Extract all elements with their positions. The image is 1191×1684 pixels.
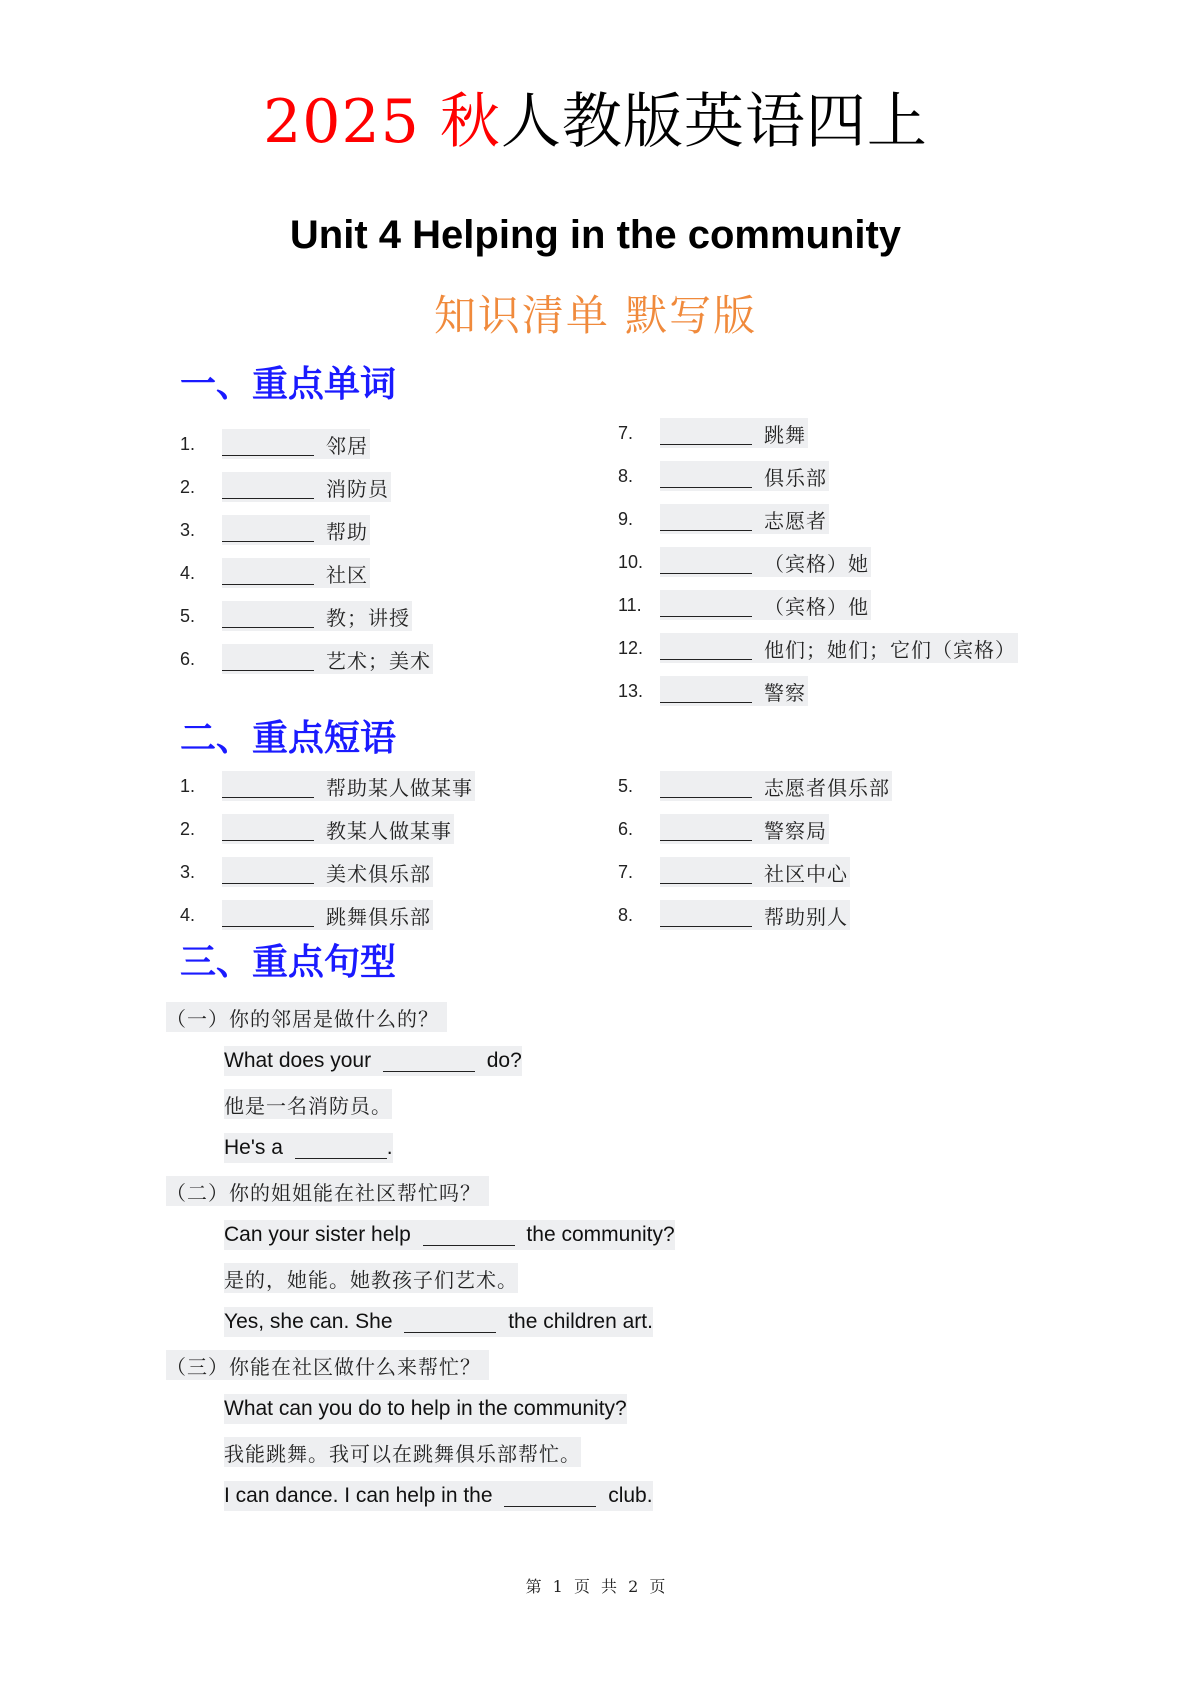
sentence-text: the community? [520, 1223, 675, 1246]
word-item [618, 673, 1018, 709]
item-meaning: （宾格）他 [764, 594, 869, 619]
answer-blank[interactable] [222, 648, 314, 671]
item-number: 13. [618, 680, 644, 701]
sentence-translation: 我能跳舞。我可以在跳舞俱乐部帮忙。 [224, 1437, 581, 1467]
item-number: 9. [618, 508, 634, 529]
sentence-text: I can dance. I can help in the [224, 1484, 499, 1507]
sentence-text: He's a [224, 1136, 289, 1159]
answer-blank[interactable] [222, 861, 314, 884]
item-meaning: 教；讲授 [326, 605, 410, 630]
item-number: 2. [180, 818, 196, 839]
item-meaning: 教某人做某事 [326, 818, 452, 843]
item-meaning: 帮助某人做某事 [326, 775, 473, 800]
sentence-text: the children art. [502, 1310, 653, 1333]
sentence-line [224, 1046, 522, 1076]
phrases-right-column [618, 768, 892, 933]
item-number: 5. [180, 605, 196, 626]
sentence-question-1: （一）你的邻居是做什么的？ [166, 1002, 447, 1032]
answer-blank[interactable] [660, 422, 752, 445]
sentence-text: Can your sister help [224, 1223, 417, 1246]
sentence-question-3: （三）你能在社区做什么来帮忙？ [166, 1350, 489, 1380]
sentence-line [224, 1481, 653, 1511]
answer-blank[interactable] [660, 861, 752, 884]
item-meaning: 邻居 [326, 433, 368, 458]
word-item [180, 555, 433, 591]
sentence-text: Yes, she can. She [224, 1310, 399, 1333]
phrase-item [180, 854, 475, 890]
phrases-left-column [180, 768, 475, 933]
title-edition: 人教版英语四上 [500, 87, 928, 157]
section-heading-words: 一、重点单词 [180, 363, 397, 405]
title-year-season: 2025 秋 [263, 87, 501, 157]
item-meaning: 帮助 [326, 519, 368, 544]
words-right-column [618, 415, 1018, 709]
sentence-text: club. [602, 1484, 653, 1507]
word-item [618, 458, 1018, 494]
item-meaning: （宾格）她 [764, 551, 869, 576]
item-number: 6. [618, 818, 634, 839]
answer-blank[interactable] [222, 519, 314, 542]
item-meaning: 警察局 [764, 818, 827, 843]
phrase-item [180, 897, 475, 933]
phrase-item [180, 768, 475, 804]
item-number: 5. [618, 775, 634, 796]
word-item [180, 469, 433, 505]
sentence-line: What can you do to help in the community? [224, 1394, 627, 1424]
word-item [618, 415, 1018, 451]
word-item [618, 501, 1018, 537]
item-meaning: 社区中心 [764, 861, 848, 886]
unit-title: Unit 4 Helping in the community [289, 213, 902, 257]
answer-blank[interactable] [222, 476, 314, 499]
sentence-translation: 他是一名消防员。 [224, 1089, 392, 1119]
answer-blank[interactable] [222, 433, 314, 456]
phrase-item [180, 811, 475, 847]
item-meaning: 俱乐部 [764, 465, 827, 490]
answer-blank[interactable] [660, 775, 752, 798]
item-meaning: 他们；她们；它们（宾格） [764, 637, 1016, 662]
section-heading-sentences: 三、重点句型 [180, 941, 397, 983]
word-item [180, 512, 433, 548]
answer-blank[interactable] [383, 1051, 475, 1072]
page-number: 第 1 页 共 2 页 [525, 1577, 666, 1596]
words-left-column [180, 426, 433, 677]
answer-blank[interactable] [423, 1225, 515, 1246]
item-number: 3. [180, 861, 196, 882]
word-item [618, 587, 1018, 623]
answer-blank[interactable] [660, 818, 752, 841]
item-number: 10. [618, 551, 644, 572]
item-number: 4. [180, 904, 196, 925]
answer-blank[interactable] [660, 551, 752, 574]
item-meaning: 警察 [764, 680, 806, 705]
item-number: 7. [618, 422, 634, 443]
item-number: 7. [618, 861, 634, 882]
item-number: 8. [618, 465, 634, 486]
document-subtitle: 知识清单 默写版 [433, 291, 758, 340]
phrase-item [618, 854, 892, 890]
word-item [180, 426, 433, 462]
word-item [180, 598, 433, 634]
item-number: 11. [618, 594, 642, 615]
sentence-text: do? [480, 1049, 522, 1072]
sentence-translation: 是的，她能。她教孩子们艺术。 [224, 1263, 518, 1293]
sentence-line [224, 1133, 393, 1163]
sentence-line [224, 1220, 675, 1250]
item-meaning: 帮助别人 [764, 904, 848, 929]
sentence-text: What does your [224, 1049, 377, 1072]
item-number: 3. [180, 519, 196, 540]
item-meaning: 跳舞 [764, 422, 806, 447]
word-item [618, 544, 1018, 580]
item-meaning: 美术俱乐部 [326, 861, 431, 886]
item-meaning: 艺术；美术 [326, 648, 431, 673]
sentence-line [224, 1307, 653, 1337]
item-meaning: 志愿者 [764, 508, 827, 533]
item-number: 8. [618, 904, 634, 925]
sentence-text: . [386, 1136, 393, 1159]
item-meaning: 志愿者俱乐部 [764, 775, 890, 800]
item-number: 1. [180, 775, 196, 796]
phrase-item [618, 811, 892, 847]
phrase-item [618, 768, 892, 804]
phrase-item [618, 897, 892, 933]
answer-blank[interactable] [660, 594, 752, 617]
answer-blank[interactable] [295, 1138, 387, 1159]
word-item [618, 630, 1018, 666]
section-heading-phrases: 二、重点短语 [180, 717, 397, 759]
word-item [180, 641, 433, 677]
document-title [0, 82, 1191, 162]
answer-blank[interactable] [660, 508, 752, 531]
answer-blank[interactable] [222, 562, 314, 585]
answer-blank[interactable] [222, 818, 314, 841]
answer-blank[interactable] [660, 680, 752, 703]
answer-blank[interactable] [660, 904, 752, 927]
answer-blank[interactable] [660, 637, 752, 660]
answer-blank[interactable] [222, 904, 314, 927]
item-meaning: 消防员 [326, 476, 389, 501]
item-number: 2. [180, 476, 196, 497]
item-number: 12. [618, 637, 644, 658]
item-meaning: 社区 [326, 562, 368, 587]
sentence-question-2: （二）你的姐姐能在社区帮忙吗？ [166, 1176, 489, 1206]
answer-blank[interactable] [660, 465, 752, 488]
answer-blank[interactable] [222, 775, 314, 798]
item-number: 6. [180, 648, 196, 669]
answer-blank[interactable] [222, 605, 314, 628]
item-number: 1. [180, 433, 196, 454]
answer-blank[interactable] [404, 1312, 496, 1333]
item-number: 4. [180, 562, 196, 583]
answer-blank[interactable] [504, 1486, 596, 1507]
item-meaning: 跳舞俱乐部 [326, 904, 431, 929]
